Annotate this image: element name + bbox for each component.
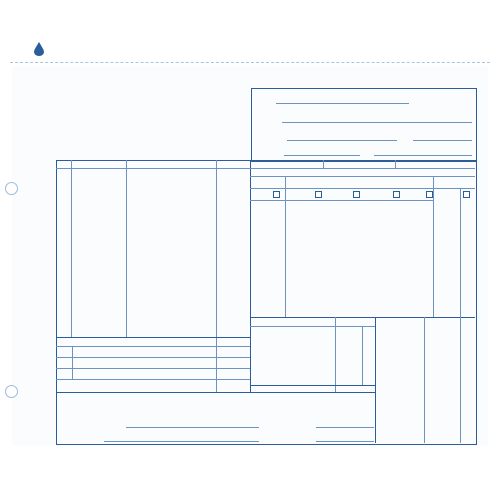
gog-row-rule (56, 379, 250, 380)
perforation-line (10, 62, 490, 63)
date-field[interactable] (413, 140, 472, 141)
accessories-header-rule (250, 326, 375, 327)
accessories-cents-divider (362, 326, 363, 385)
main-table (56, 160, 477, 445)
parts-col-divider (126, 160, 127, 337)
accessories-top-rule (250, 317, 475, 318)
phone-field[interactable] (287, 140, 397, 141)
service-row-rule (250, 200, 433, 201)
gog-col-divider (72, 346, 73, 379)
vehicle-col-divider (323, 160, 324, 168)
work-authorized-field[interactable] (126, 427, 259, 428)
parts-totals-rule (56, 337, 250, 338)
lubricate-checkbox[interactable] (273, 191, 280, 198)
date-promised-field[interactable] (316, 427, 374, 428)
date-delivered-field[interactable] (316, 441, 374, 442)
ops-header-rule (250, 188, 475, 189)
ops-col-divider (433, 176, 434, 317)
polish-checkbox[interactable] (463, 191, 470, 198)
ops-cents-divider (460, 188, 461, 317)
vehicle-row-rule (250, 168, 475, 169)
authorization-top-rule (56, 392, 375, 393)
wash-checkbox[interactable] (426, 191, 433, 198)
soy-ink-logo (34, 42, 82, 56)
delivered-to-field[interactable] (104, 441, 259, 442)
parts-section-divider (250, 160, 251, 392)
vin-field[interactable] (374, 155, 472, 156)
soy-drop-icon (34, 42, 44, 56)
accessories-total-rule (250, 385, 375, 386)
accessories-col-divider (335, 317, 336, 392)
trans-checkbox[interactable] (353, 191, 360, 198)
customer-info-box (251, 88, 477, 162)
summary-cents-divider (460, 317, 461, 443)
gas-row-rule (56, 346, 250, 347)
ops-col-divider (285, 176, 286, 317)
binder-hole-top (5, 182, 18, 195)
parts-col-divider (71, 160, 72, 337)
address-field[interactable] (282, 122, 472, 123)
ops-subheader-rule (250, 176, 475, 177)
change-oil-checkbox[interactable] (315, 191, 322, 198)
vehicle-col-divider (395, 160, 396, 168)
grease-row-rule (56, 368, 250, 369)
summary-divider (375, 317, 376, 443)
oil-row-rule (56, 357, 250, 358)
summary-col-divider (424, 317, 425, 443)
name-field[interactable] (276, 103, 409, 104)
parts-header-rule (56, 168, 250, 169)
odometer-field[interactable] (284, 155, 360, 156)
diff-checkbox[interactable] (393, 191, 400, 198)
binder-hole-bottom (5, 385, 18, 398)
